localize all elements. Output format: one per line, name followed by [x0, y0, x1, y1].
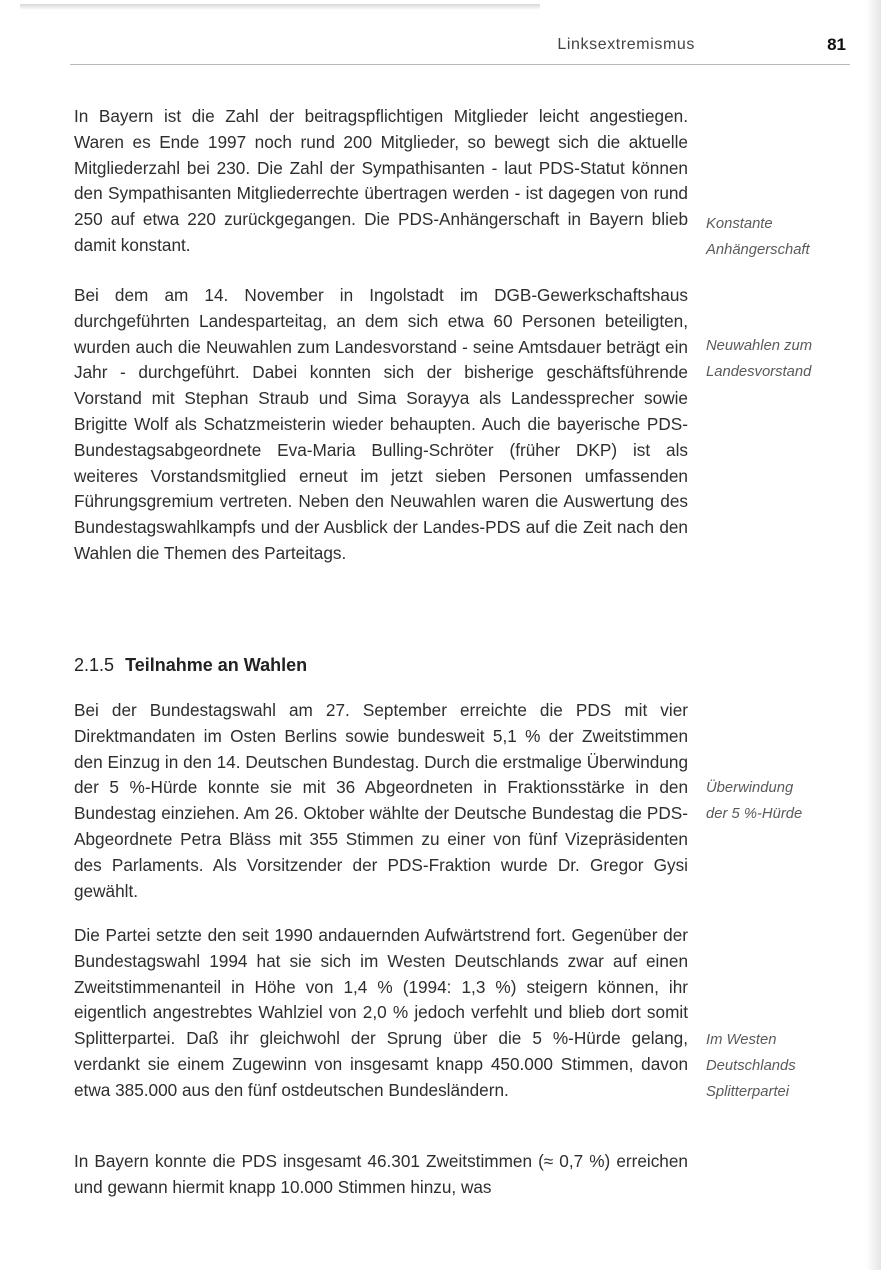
- margin-note-line: Im Westen: [706, 1032, 777, 1048]
- margin-note-west-splinter-party: [706, 1028, 856, 1105]
- paragraph-bavaria-votes: [74, 1149, 688, 1201]
- margin-note-constant-following: [706, 212, 856, 264]
- scan-shadow-right: [866, 0, 881, 1270]
- margin-note-line: der 5 %-Hürde: [706, 805, 803, 822]
- paragraph-text: In Bayern ist die Zahl der beitragspflichtigen Mitglieder leicht angestiegen. Waren es Ende 1997 noch rund 200 Mitglieder, so bewegt sich die aktuelle Mitgliederzahl bei 230. Die Zahl der Sympathisanten - laut PDS-Statut können den Sympathisanten Mitgliederrechte übertragen werden - ist dagegen von rund 250 auf etwa 220 zurückgegangen. Die PDS-Anhängerschaft in Bayern blieb damit konstant.: [74, 106, 688, 255]
- margin-note-line: Anhängerschaft: [706, 241, 810, 258]
- section-heading: [74, 652, 307, 678]
- section-title: Teilnahme an Wahlen: [125, 655, 308, 675]
- margin-note-line: Deutschlands: [706, 1057, 796, 1074]
- page-number: 81: [827, 35, 846, 54]
- margin-note-line: Splitterpartei: [706, 1083, 790, 1100]
- margin-note-five-percent-hurdle: [706, 776, 856, 828]
- margin-note-line: Überwindung: [706, 780, 794, 796]
- paragraph-text: Bei der Bundestagswahl am 27. September erreichte die PDS mit vier Direktmandaten im Osten Berlins sowie bundesweit 5,1 % der Zweitstimmen den Einzug in den 14. Deutschen Bundestag. Durch die erstmalige Überwindung der 5 %-Hürde konnte sie mit 36 Abgeordneten in Fraktionsstärke in den Bundestag einziehen. Am 26. Oktober wählte der Deutsche Bundestag die PDS-Abgeordnete Petra Bläss mit 355 Stimmen zu einer von fünf Vizepräsidenten des Parlaments. Als Vorsitzender der PDS-Fraktion wurde Dr. Gregor Gysi gewählt.: [74, 700, 688, 901]
- paragraph-upward-trend: [74, 923, 688, 1104]
- paragraph-party-conference: [74, 283, 688, 567]
- paragraph-membership: [74, 104, 688, 259]
- margin-note-line: Konstante: [706, 216, 773, 232]
- paragraph-text: Die Partei setzte den seit 1990 andauernden Aufwärtstrend fort. Gegenüber der Bundestagswahl 1994 hat sie sich im Westen Deutschlands zwar auf einen Zweitstimmenanteil in Höhe von 1,4 % (1994: 1,3 %) steigern können, ihr eigentlich angestrebtes Wahlziel von 2,0 % jedoch verfehlt und blieb dort somit Splitterpartei. Daß ihr gleichwohl der Sprung über die 5 %-Hürde gelang, verdankt sie einem Zugewinn von insgesamt knapp 450.000 Stimmen, davon etwa 385.000 aus den fünf ostdeutschen Bundesländern.: [74, 925, 688, 1100]
- scan-shadow-top: [20, 4, 540, 10]
- margin-note-board-election: [706, 334, 856, 386]
- header-rule: [70, 64, 850, 65]
- margin-note-line: Landesvorstand: [706, 363, 812, 380]
- paragraph-federal-election: [74, 698, 688, 904]
- section-number: 2.1.5: [74, 655, 115, 675]
- running-header: [70, 36, 850, 62]
- header-title: Linksextremismus: [557, 36, 695, 53]
- margin-note-line: Neuwahlen zum: [706, 338, 813, 354]
- paragraph-text: Bei dem am 14. November in Ingolstadt im DGB-Gewerkschaftshaus durchgeführten Landesparteitag, an dem sich etwa 60 Personen beteiligten, wurden auch die Neuwahlen zum Landesvorstand - seine Amtsdauer beträgt ein Jahr - durchgeführt. Dabei konnten sich der bisherige geschäftsführende Vorstand mit Stephan Straub und Sima Sorayya als Landessprecher sowie Brigitte Wolf als Schatzmeisterin wieder behaupten. Auch die bayerische PDS-Bundestagsabgeordnete Eva-Maria Bulling-Schröter (früher DKP) ist als weiteres Vorstandsmitglied erneut im jetzt sieben Personen umfassenden Führungsgremium vertreten. Neben den Neuwahlen waren die Auswertung des Bundestagswahlkampfs und der Ausblick der Landes-PDS auf die Zeit nach den Wahlen die Themen des Parteitags.: [74, 285, 688, 563]
- paragraph-text: In Bayern konnte die PDS insgesamt 46.301 Zweitstimmen (≈ 0,7 %) erreichen und gewann hiermit knapp 10.000 Stimmen hinzu, was: [74, 1151, 688, 1197]
